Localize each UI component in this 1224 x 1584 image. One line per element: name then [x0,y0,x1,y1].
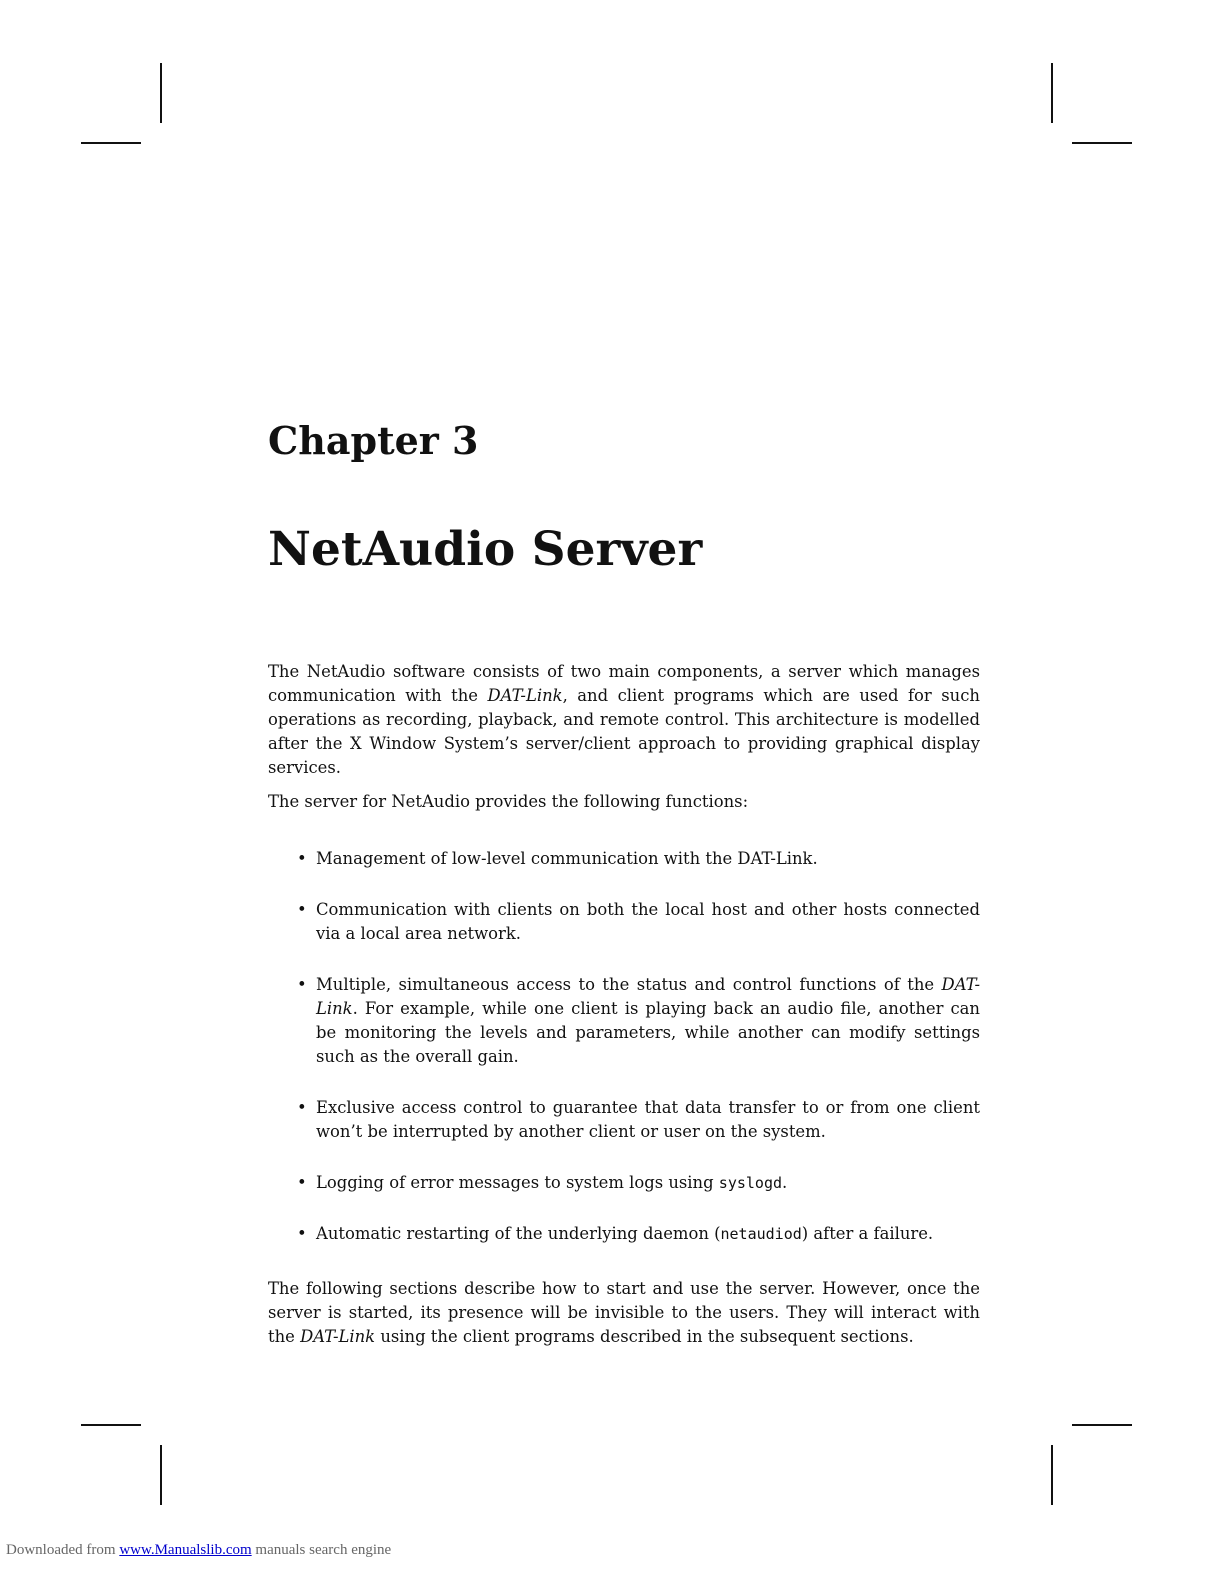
bullet-icon: • [297,1098,307,1117]
list-item-text: . For example, while one client is playing back an audio file, another can be monitoring the levels and parameters, while another can modify settings such as the overall gain. [316,999,980,1066]
list-item-text: Management of low-level communication with the DAT-Link. [316,849,818,868]
intro-text-2: , and client programs which are used for such operations as recording, playback, and remote control. This architecture is modelled after the X Window System’s server/client approach to providing graphical display services. [268,686,980,777]
intro-emphasis: DAT-Link [487,686,563,705]
closing-emphasis: DAT-Link [300,1327,376,1346]
bullet-icon: • [297,975,307,994]
chapter-title: NetAudio Server [268,522,703,577]
crop-mark-top-right-vertical [1051,63,1053,123]
crop-mark-top-left-vertical [160,63,162,123]
list-item-text: Multiple, simultaneous access to the status and control functions of the [316,975,942,994]
list-item-text: Logging of error messages to system logs using [316,1173,719,1192]
list-item-text: Communication with clients on both the local host and other hosts connected via a local area network. [316,900,980,943]
crop-mark-top-right-horizontal [1072,142,1132,144]
list-item-code: netaudiod [720,1225,802,1243]
closing-text-1: The following sections describe how to start and use the server. However, once the server is started, its presence will be invisible to the users. They will interact with the [268,1279,980,1346]
intro-text-1: The NetAudio software consists of two main components, a server which manages communication with the [268,662,980,705]
bullet-icon: • [297,1224,307,1243]
list-item-text: . [782,1173,788,1192]
list-item-text: Automatic restarting of the underlying daemon ( [316,1224,721,1243]
list-item [268,898,980,946]
download-footer [6,1542,391,1559]
list-item-text: Exclusive access control to guarantee that data transfer to or from one client won’t be interrupted by another client or user on the system. [316,1098,980,1141]
bullet-icon: • [297,1173,307,1192]
crop-mark-top-left-horizontal [81,142,141,144]
crop-mark-bottom-left-horizontal [81,1424,141,1426]
manualslib-link[interactable]: www.Manualslib.com [119,1542,252,1558]
closing-text-2: using the client programs described in the subsequent sections. [375,1327,914,1346]
functions-intro: The server for NetAudio provides the following functions: [268,792,749,811]
bullet-icon: • [297,900,307,919]
crop-mark-bottom-left-vertical [160,1445,162,1505]
list-item-code: syslogd [718,1174,783,1192]
functions-list [268,847,980,1273]
crop-mark-bottom-right-vertical [1051,1445,1053,1505]
list-item [268,973,980,1069]
intro-paragraph [268,660,980,780]
list-item [268,1222,980,1246]
list-item-text: ) after a failure. [801,1224,934,1243]
list-item-emphasis: DAT-Link [316,975,980,1018]
footer-prefix: Downloaded from [6,1542,120,1558]
list-item [268,847,980,871]
chapter-label: Chapter 3 [268,418,479,463]
list-item [268,1171,980,1195]
footer-suffix: manuals search engine [251,1542,392,1558]
bullet-icon: • [297,849,307,868]
crop-mark-bottom-right-horizontal [1072,1424,1132,1426]
closing-paragraph [268,1277,980,1349]
list-item [268,1096,980,1144]
